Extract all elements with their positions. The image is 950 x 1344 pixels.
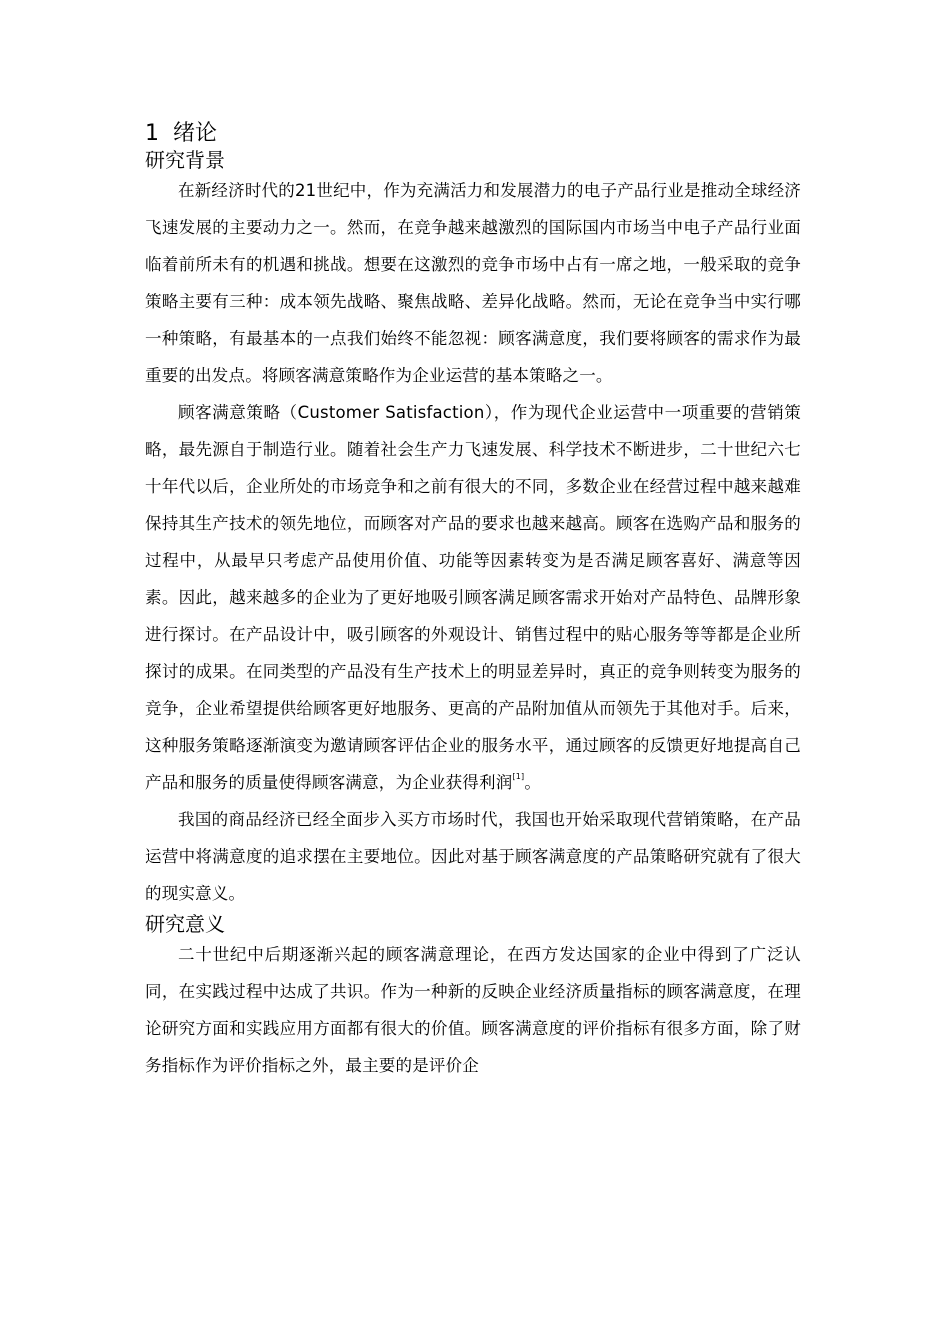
chapter-title: 1 绪论 [145,121,217,146]
paragraph-background-2 [145,394,801,801]
paragraph-significance-1: 二十世纪中后期逐渐兴起的顾客满意理论，在西方发达国家的企业中得到了广泛认同，在实践过程中达成了共识。作为一种新的反映企业经济质量指标的顾客满意度，在理论研究方面和实践应用方面都有很大的价值。顾客满意度的评价指标有很多方面，除了财务指标作为评价指标之外，最主要的是评价企 [145,945,801,1075]
paragraph-background-2-text: 顾客满意策略（Customer Satisfaction），作为现代企业运营中一项重要的营销策略，最先源自于制造行业。随着社会生产力飞速发展、科学技术不断进步，二十世纪六七十年代以后，企业所处的市场竞争和之前有很大的不同，多数企业在经营过程中越来越难保持其生产技术的领先地位，而顾客对产品的要求也越来越高。顾客在选购产品和服务的过程中，从最早只考虑产品使用价值、功能等因素转变为是否满足顾客喜好、满意等因素。因此，越来越多的企业为了更好地吸引顾客满足顾客需求开始对产品特色、品牌形象进行探讨。在产品设计中，吸引顾客的外观设计、销售过程中的贴心服务等等都是企业所探讨的成果。在同类型的产品没有生产技术上的明显差异时，真正的竞争则转变为服务的竞争，企业希望提供给顾客更好地服务、更高的产品附加值从而领先于其他对手。后来，这种服务策略逐渐演变为邀请顾客评估企业的服务水平，通过顾客的反馈更好地提高自己产品和服务的质量使得顾客满意，为企业获得利润 [145,403,801,792]
citation-marker: [1] [512,772,525,781]
paragraph-background-1: 在新经济时代的21世纪中，作为充满活力和发展潜力的电子产品行业是推动全球经济飞速发展的主要动力之一。然而，在竞争越来越激烈的国际国内市场当中电子产品行业面临着前所未有的机遇和挑战。想要在这激烈的竞争市场中占有一席之地，一般采取的竞争策略主要有三种：成本领先战略、聚焦战略、差异化战略。然而，无论在竞争当中实行哪一种策略，有最基本的一点我们始终不能忽视：顾客满意度，我们要将顾客的需求作为最重要的出发点。将顾客满意策略作为企业运营的基本策略之一。 [145,181,801,385]
section-heading-significance: 研究意义 [145,912,225,936]
paragraph-background-3: 我国的商品经济已经全面步入买方市场时代，我国也开始采取现代营销策略，在产品运营中将满意度的追求摆在主要地位。因此对基于顾客满意度的产品策略研究就有了很大的现实意义。 [145,810,801,903]
document-page [145,120,801,1084]
section-heading-background: 研究背景 [145,148,225,172]
citation-tail: 。 [524,773,542,792]
